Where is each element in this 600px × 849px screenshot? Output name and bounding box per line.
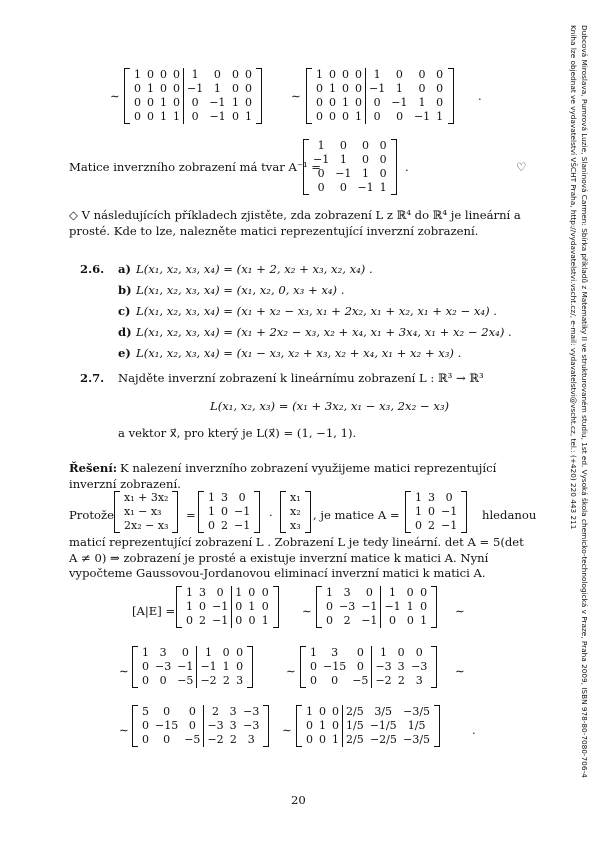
matrix-right: 1 0 0 0 −1 1 0 0 0 −1 1 0 0 −1 0 1 xyxy=(183,68,255,124)
matrix-right: 2 3 −3 −3 3 −3 −2 2 3 xyxy=(203,705,262,747)
inverse-statement: Matice inverzního zobrazení má tvar A⁻¹ = xyxy=(69,160,322,174)
matrix-body: x₁ + 3x₂ x₁ − x₃ 2x₂ − x₃ xyxy=(124,491,169,532)
item-formula: L(x₁, x₂, x₃, x₄) = (x₁, x₂, 0, x₃ + x₄) . xyxy=(136,283,345,297)
period: . xyxy=(478,89,482,103)
matrix-right: 1 0 0 0 −1 1 0 0 0 −1 1 0 0 0 −1 1 xyxy=(365,68,447,124)
end-of-example-heart-icon: ♡ xyxy=(516,160,527,174)
item-label: c) xyxy=(118,304,131,318)
sim-symbol: ∼ xyxy=(455,604,465,618)
augmented-matrix xyxy=(132,646,253,688)
inverse-matrix xyxy=(303,139,397,195)
augmented-matrix-1 xyxy=(124,68,262,124)
matrix-right: 1 0 0 0 1 0 0 0 1 xyxy=(231,586,272,628)
solution-heading: Řešení: xyxy=(69,461,118,475)
sim-symbol: ∼ xyxy=(291,89,301,103)
item-label: e) xyxy=(118,346,131,360)
matrix-right: 2/5 3/5 −3/5 1/5 −1/5 1/5 2/5 −2/5 −3/5 xyxy=(342,705,433,747)
sim-symbol: ∼ xyxy=(110,89,120,103)
matrix-right: 1 0 0 −1 1 0 −2 2 3 xyxy=(196,646,246,688)
problem-vector-text: a vektor x⃗, pro který je L(x⃗) = (1, −1, 1). xyxy=(118,426,357,440)
item-formula: L(x₁, x₂, x₃, x₄) = (x₁ + 2x₂ − x₃, x₂ + x₄, x₁ + 3x₄, x₁ + x₂ − 2x₄) . xyxy=(136,325,512,339)
item-label: b) xyxy=(118,283,132,297)
sim-symbol: ∼ xyxy=(286,664,296,678)
instruction-paragraph: ◇ V následujících příkladech zjistěte, zda zobrazení L z ℝ⁴ do ℝ⁴ je lineární a prosté. Kde to lze, nalezněte matici reprezentující inverzní zobrazení. xyxy=(69,208,521,238)
matrix-left: 1 3 0 0 −3 −1 0 0 −5 xyxy=(142,646,194,687)
hledanou-word: hledanou xyxy=(482,508,537,522)
protoze-word: Protože xyxy=(69,508,114,522)
period: . xyxy=(405,160,409,174)
sim-symbol: ∼ xyxy=(282,723,292,737)
problem-formula: L(x₁, x₂, x₃) = (x₁ + 3x₂, x₁ − x₃, 2x₂ − x₃) xyxy=(210,399,450,413)
matrix-body: x₁ x₂ x₃ xyxy=(290,491,301,532)
sim-symbol: ∼ xyxy=(455,664,465,678)
matrix-body: 1 3 0 1 0 −1 0 2 −1 xyxy=(208,491,251,532)
solution-intro: K nalezení inverzního zobrazení využijeme matici reprezentující inverzní zobrazení. xyxy=(69,461,497,491)
matrix-left: 1 0 0 0 0 1 0 0 0 0 1 0 0 0 1 1 xyxy=(134,68,180,123)
problem-number: 2.6. xyxy=(80,262,105,276)
sim-symbol: ∼ xyxy=(302,604,312,618)
citation-line-2: Kniha lze objednat ve vydavatelství VŠCHT Praha, http://vydavatelstvi.vscht.cz/, e-mail: vydavatelstvi@vscht.cz, tel.: (+420) 220 443 211 xyxy=(569,25,578,530)
augmented-label: [A|E] = xyxy=(132,604,176,618)
matrix-body: 1 3 0 1 0 −1 0 2 −1 xyxy=(415,491,458,532)
matrix-right: 1 0 0 −1 1 0 0 0 1 xyxy=(380,586,430,628)
augmented-matrix xyxy=(176,586,279,628)
citation-line-1: Dubcová Miroslava, Pumrová Luzie, Slaninová Carmen: Sbírka příkladů z Matematiky II ve strukturovaném studiu, 1st ed. Vysoká škola chemicko-technologická v Praze, Praha 2009, ISBN 978-80-7080-706-4 xyxy=(580,25,589,778)
je-matice-text: , je matice A = xyxy=(313,508,400,522)
sim-symbol: ∼ xyxy=(119,723,129,737)
period: . xyxy=(472,723,476,737)
item-formula: L(x₁, x₂, x₃, x₄) = (x₁ − x₃, x₂ + x₃, x₂ + x₄, x₁ + x₂ + x₃) . xyxy=(136,346,462,360)
item-label: d) xyxy=(118,325,132,339)
equals-sign: = xyxy=(186,508,196,522)
augmented-matrix xyxy=(300,646,437,688)
item-label: a) xyxy=(118,262,131,276)
vector-x xyxy=(280,491,311,533)
solution-paragraph: maticí reprezentující zobrazení L . Zobrazení L je tedy lineární. det A = 5(det A ≠ 0) ⇒ zobrazení je prosté a existuje inverzní matice k matici A. Nyní vypočteme Gaussovou-Jordanovou eliminací inverzní matici k matici A. xyxy=(69,535,524,580)
matrix-body: 1 0 0 0 −1 1 0 0 0 −1 1 0 0 0 −1 1 xyxy=(313,139,387,194)
matrix-left: 1 0 0 0 0 1 0 0 0 0 1 0 0 0 0 1 xyxy=(316,68,362,123)
augmented-matrix xyxy=(132,705,269,747)
augmented-matrix xyxy=(296,705,440,747)
matrix-left: 1 3 0 0 −3 −1 0 2 −1 xyxy=(326,586,378,627)
matrix-left: 1 0 0 0 1 0 0 0 1 xyxy=(306,705,339,746)
matrix-right: 1 0 0 −3 3 −3 −2 2 3 xyxy=(371,646,430,688)
matrix-left: 1 3 0 1 0 −1 0 2 −1 xyxy=(186,586,229,627)
page-number: 20 xyxy=(291,793,306,807)
sim-symbol: ∼ xyxy=(119,664,129,678)
augmented-matrix xyxy=(316,586,437,628)
side-citation xyxy=(553,25,593,835)
augmented-matrix-2 xyxy=(306,68,454,124)
problem-text: Najděte inverzní zobrazení k lineárnímu zobrazení L : ℝ³ → ℝ³ xyxy=(118,371,484,385)
multiply-dot: · xyxy=(269,508,273,522)
problem-number: 2.7. xyxy=(80,371,105,385)
column-vector-expr xyxy=(114,491,178,533)
item-formula: L(x₁, x₂, x₃, x₄) = (x₁ + 2, x₂ + x₃, x₂, x₄) . xyxy=(136,262,373,276)
matrix-A-repeat xyxy=(405,491,467,533)
matrix-left: 1 3 0 0 −15 0 0 0 −5 xyxy=(310,646,369,687)
matrix-left: 5 0 0 0 −15 0 0 0 −5 xyxy=(142,705,201,746)
matrix-A xyxy=(198,491,260,533)
item-formula: L(x₁, x₂, x₃, x₄) = (x₁ + x₂ − x₃, x₁ + 2x₂, x₁ + x₂, x₁ + x₂ − x₄) . xyxy=(136,304,497,318)
